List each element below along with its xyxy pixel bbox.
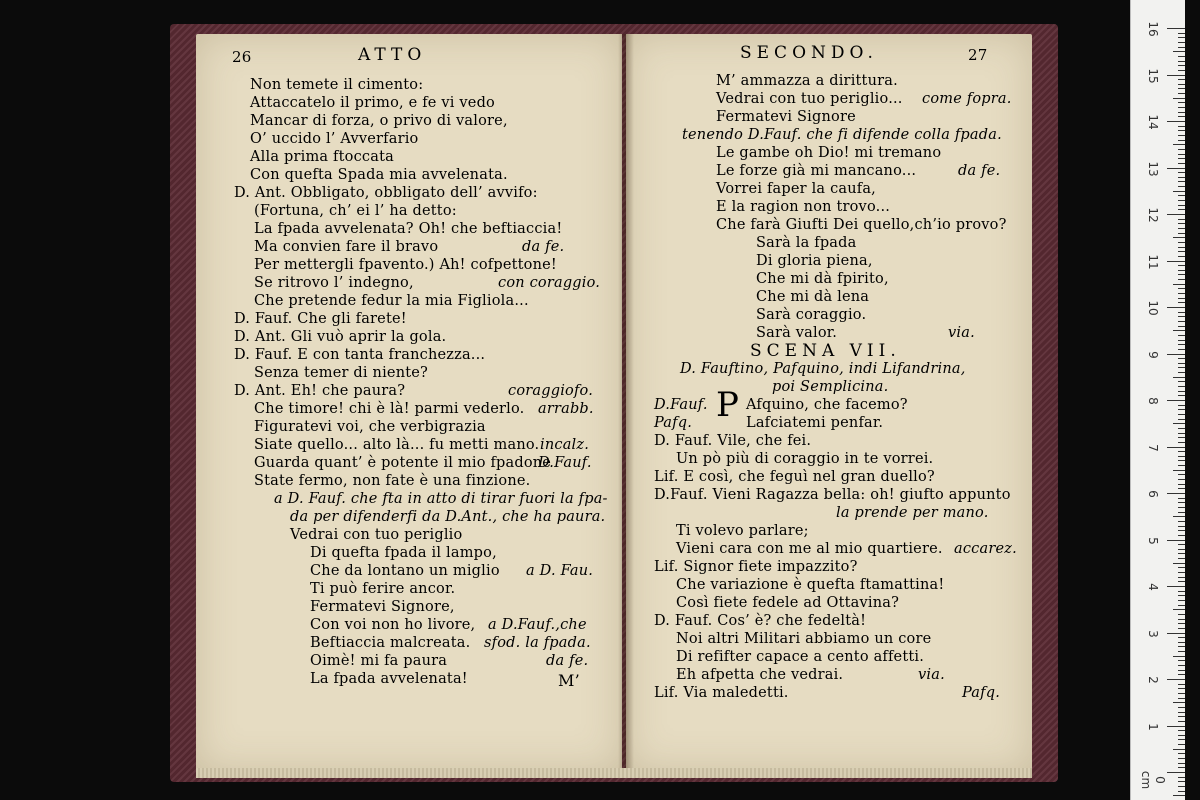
ruler-tick [1178,349,1185,350]
right-page-text-line: SCENA VII. [750,341,901,361]
left-running-head: ATTO [358,45,427,65]
ruler-tick [1167,493,1185,494]
ruler-tick [1178,451,1185,452]
ruler-number: 4 [1146,583,1160,591]
ruler-tick [1178,135,1185,136]
ruler-tick [1178,735,1185,736]
ruler-tick [1167,214,1185,215]
right-page-text-line: Lif. E così, che feguì nel gran duello? [654,469,935,485]
ruler-tick [1178,581,1185,582]
ruler-tick [1178,158,1185,159]
right-page-text-line: Sarà coraggio. [756,307,867,323]
ruler-tick [1178,488,1185,489]
left-page-text-line: arrabb. [538,401,594,417]
ruler-tick [1167,168,1185,169]
right-page-text-line: Che farà Giufti Dei quello,ch’io provo? [716,217,1007,233]
ruler-tick [1167,354,1185,355]
left-page-number: 26 [232,48,252,66]
ruler-number: 16 [1146,21,1160,37]
right-page-text-line: Eh afpetta che vedrai. [676,667,844,683]
ruler-tick [1178,195,1185,196]
ruler-tick [1178,460,1185,461]
ruler-tick [1178,623,1185,624]
ruler-tick [1178,405,1185,406]
ruler-number: 3 [1146,629,1160,638]
right-page-text-line: D.Fauf. Vieni Ragazza bella: oh! giufto appunto [654,487,1011,503]
right-page-text-line: D. Fauf. Vile, che fei. [654,433,812,449]
ruler-tick [1167,307,1185,308]
ruler-tick [1178,79,1185,80]
left-page-text-line: Figuratevi voi, che verbigrazia [254,419,486,435]
ruler-tick [1178,651,1185,652]
ruler-tick [1178,340,1185,341]
right-page-text-line: Lif. Via maledetti. [654,685,789,701]
ruler-number: 6 [1146,490,1160,498]
ruler-tick [1178,335,1185,336]
drop-cap: P [716,385,739,425]
right-page-text-line: Fermatevi Signore [716,109,856,125]
ruler-tick [1178,65,1185,66]
ruler-tick [1173,702,1185,703]
right-page-text-line: Un pò più di coraggio in te vorrei. [676,451,934,467]
ruler-tick [1178,521,1185,522]
ruler-tick [1178,502,1185,503]
ruler-tick [1178,637,1185,638]
right-page-text-line: D.Fauf. [654,397,708,413]
ruler-number: 13 [1146,160,1160,177]
ruler-tick [1178,786,1185,787]
ruler-tick [1178,381,1185,382]
ruler-tick [1178,758,1185,759]
ruler-tick [1178,126,1185,127]
ruler-tick [1173,191,1185,192]
ruler-number: 9 [1146,350,1160,359]
ruler-tick [1178,367,1185,368]
ruler-number: 12 [1146,207,1160,223]
ruler-tick [1178,358,1185,359]
ruler-tick [1173,563,1185,564]
left-page-text-line: Per mettergli fpavento.) Ah! cofpettone! [254,257,557,273]
ruler-tick [1178,288,1185,289]
ruler-tick [1178,102,1185,103]
left-page-text-line: Ma convien fare il bravo [254,239,439,255]
left-page-text-line: Non temete il cimento: [250,77,424,93]
ruler-tick [1167,586,1185,587]
right-page-text-line: D. Fauftino, Pafquino, indi Lifandrina, [680,361,966,377]
left-page-text-line: da fe. [522,239,565,255]
ruler-tick [1178,233,1185,234]
ruler-tick [1173,51,1185,52]
ruler-tick [1178,614,1185,615]
left-page-text-line: Che da lontano un miglio [310,563,500,579]
left-page-text-line: D. Ant. Gli vuò aprir la gola. [234,329,447,345]
ruler-tick [1178,660,1185,661]
ruler-tick [1178,530,1185,531]
left-page-text-line: Alla prima ftoccata [250,149,394,165]
right-page-text-line: Che mi dà lena [756,289,870,305]
ruler-tick [1178,386,1185,387]
left-page-text-line: D. Fauf. E con tanta franchezza... [234,347,486,363]
left-page-text-line: Che pretende fedur la mia Figliola... [254,293,529,309]
ruler-tick [1178,474,1185,475]
ruler-number: 0 cm [1139,770,1167,790]
ruler-tick [1178,605,1185,606]
left-page-text-line: a D. Fau. [526,563,594,579]
ruler-number: 8 [1146,397,1160,405]
ruler-tick [1178,781,1185,782]
right-running-head: SECONDO. [740,43,878,63]
ruler-tick [1178,116,1185,117]
ruler-tick [1178,112,1185,113]
ruler-tick [1178,61,1185,62]
ruler-tick [1178,316,1185,317]
ruler-tick [1178,437,1185,438]
ruler-tick [1178,130,1185,131]
ruler-tick [1178,149,1185,150]
right-page-text-line: M’ ammazza a dirittura. [716,73,898,89]
ruler-tick [1178,777,1185,778]
left-page-text-line: a D.Fauf.,che [488,617,587,633]
right-page-text-line: Così fiete fedele ad Ottavina? [676,595,900,611]
left-page-text-line: Che timore! chi è là! parmi vederlo. [254,401,525,417]
book-gutter [618,34,634,772]
ruler-tick [1178,37,1185,38]
ruler-number: 10 [1146,300,1160,316]
ruler-tick [1178,154,1185,155]
ruler-tick [1178,600,1185,601]
ruler-tick [1178,507,1185,508]
ruler-tick [1173,749,1185,750]
right-page-text-line: via. [918,667,945,683]
ruler-number: 14 [1146,114,1160,130]
ruler-tick [1178,484,1185,485]
right-page-text-line: Lif. Signor fiete impazzito? [654,559,858,575]
ruler-tick [1178,698,1185,699]
left-page-text-line: con coraggio. [498,275,601,291]
ruler-tick [1167,679,1185,680]
ruler-tick [1178,344,1185,345]
ruler-tick [1173,423,1185,424]
ruler-tick [1178,688,1185,689]
left-page-text-line: D.Fauf. [538,455,592,471]
ruler-tick [1178,665,1185,666]
right-page-text-line: Vorrei faper la caufa, [716,181,876,197]
ruler-tick [1167,540,1185,541]
right-page-text-line: Vedrai con tuo periglio... [716,91,903,107]
ruler-tick [1178,479,1185,480]
ruler-tick [1178,256,1185,257]
ruler-tick [1178,674,1185,675]
ruler-tick [1178,433,1185,434]
ruler-tick [1173,237,1185,238]
right-page-text-line: tenendo D.Fauf. che fi difende colla fpada. [682,127,1002,143]
ruler-tick [1167,447,1185,448]
ruler-tick [1178,591,1185,592]
right-page-text-line: Pafq. [654,415,693,431]
ruler-tick [1178,428,1185,429]
left-page-text-line: D. Ant. Eh! che paura? [234,383,406,399]
ruler-tick [1178,753,1185,754]
left-page-text-line: Siate quello... alto là... fu metti mano. [254,437,540,453]
right-page-text-line: accarez. [954,541,1017,557]
ruler-tick [1167,772,1185,773]
ruler-tick [1178,223,1185,224]
ruler-tick [1178,140,1185,141]
right-page-text-line: da fe. [958,163,1001,179]
right-page-text-line: la prende per mano. [836,505,989,521]
page-edges [196,768,1032,778]
left-page-text-line: D. Fauf. Che gli farete! [234,311,407,327]
ruler-tick [1178,712,1185,713]
ruler-tick [1178,228,1185,229]
right-page-text-line: Afquino, che facemo? [746,397,908,413]
ruler-tick [1178,93,1185,94]
left-page-text-line: sfod. la fpada. [484,635,591,651]
ruler-tick [1173,330,1185,331]
ruler-tick [1178,298,1185,299]
catchword: M’ [558,671,580,690]
ruler-tick [1178,200,1185,201]
ruler-tick [1178,730,1185,731]
ruler-tick [1167,633,1185,634]
ruler-tick [1178,209,1185,210]
left-page-text-line: incalz. [540,437,590,453]
ruler-tick [1178,535,1185,536]
left-page-text-line: (Fortuna, ch’ ei l’ ha detto: [254,203,457,219]
ruler-tick [1178,47,1185,48]
ruler-tick [1178,279,1185,280]
left-page-text-line: Senza temer di niente? [254,365,429,381]
left-page-text-line: Ti può ferire ancor. [310,581,456,597]
ruler-tick [1167,28,1185,29]
ruler-tick [1173,795,1185,796]
ruler-tick [1178,693,1185,694]
ruler-tick [1173,377,1185,378]
ruler-tick [1178,544,1185,545]
right-page-text-line: Pafq. [962,685,1001,701]
ruler-tick [1178,33,1185,34]
ruler-tick [1167,726,1185,727]
ruler-tick [1178,177,1185,178]
ruler-tick [1178,163,1185,164]
ruler-number: 5 [1146,536,1160,545]
right-page-text-line: Che mi dà fpirito, [756,271,889,287]
left-page-text-line: La fpada avvelenata? Oh! che beftiaccia! [254,221,563,237]
left-page-text-line: da per difenderfi da D.Ant., che ha paura. [290,509,606,525]
ruler-tick [1178,512,1185,513]
left-page-text-line: da fe. [546,653,589,669]
ruler-tick [1178,302,1185,303]
ruler-tick [1178,326,1185,327]
ruler-tick [1178,205,1185,206]
ruler-tick [1178,595,1185,596]
right-page-text-line: Di refifter capace a cento affetti. [676,649,925,665]
right-page-text-line: Le gambe oh Dio! mi tremano [716,145,942,161]
right-page-text-line: poi Semplicina. [772,379,889,395]
ruler-tick [1167,121,1185,122]
left-page-text-line: Attaccatelo il primo, e fe vi vedo [250,95,495,111]
right-page-text-line: via. [948,325,975,341]
left-page-text-line: Fermatevi Signore, [310,599,455,615]
right-page-text-line: Vieni cara con me al mio quartiere. [676,541,943,557]
left-page-text-line: State fermo, non fate è una finzione. [254,473,531,489]
ruler-tick [1178,88,1185,89]
left-page-text-line: Beftiaccia malcreata. [310,635,471,651]
ruler-tick [1178,270,1185,271]
ruler-tick [1178,572,1185,573]
left-page-text-line: Con voi non ho livore, [310,617,476,633]
ruler-tick [1178,391,1185,392]
ruler-tick [1178,456,1185,457]
ruler-tick [1178,56,1185,57]
ruler-number: 1 [1146,722,1160,731]
ruler-tick [1178,642,1185,643]
left-page-text-line: Guarda quant’ è potente il mio fpadone [254,455,552,471]
right-page-text-line: D. Fauf. Cos’ è? che fedeltà! [654,613,867,629]
ruler-tick [1178,791,1185,792]
ruler-number: 11 [1146,253,1160,270]
right-page-text-line: Di gloria piena, [756,253,873,269]
ruler-tick [1178,646,1185,647]
ruler-tick [1178,312,1185,313]
left-page-text-line: La fpada avvelenata! [310,671,468,687]
ruler-tick [1167,261,1185,262]
ruler-tick [1178,219,1185,220]
ruler-tick [1178,619,1185,620]
ruler-number: 15 [1146,67,1160,84]
left-page-text-line: coraggiofo. [508,383,594,399]
left-page-text-line: a D. Fauf. che fta in atto di tirar fuori la fpa- [274,491,608,507]
right-page-number: 27 [968,46,988,64]
ruler-tick [1178,716,1185,717]
ruler-tick [1178,363,1185,364]
left-page-text-line: Con quefta Spada mia avvelenata. [250,167,508,183]
measuring-ruler [1130,0,1185,800]
left-page-text-line: D. Ant. Obbligato, obbligato dell’ avvifo: [234,185,538,201]
ruler-tick [1178,265,1185,266]
ruler-tick [1173,284,1185,285]
ruler-tick [1178,442,1185,443]
ruler-tick [1178,372,1185,373]
ruler-number: 7 [1146,443,1160,452]
ruler-tick [1178,172,1185,173]
ruler-tick [1178,251,1185,252]
right-page-text-line: come fopra. [922,91,1012,107]
ruler-tick [1178,558,1185,559]
ruler-tick [1178,409,1185,410]
ruler-tick [1173,656,1185,657]
ruler-tick [1178,247,1185,248]
ruler-tick [1178,549,1185,550]
right-page-text-line: Lafciatemi penfar. [746,415,884,431]
ruler-tick [1178,274,1185,275]
ruler-tick [1178,707,1185,708]
ruler-tick [1178,553,1185,554]
left-page-text-line: Mancar di forza, o privo di valore, [250,113,508,129]
right-page-text-line: Sarà la fpada [756,235,857,251]
ruler-tick [1178,767,1185,768]
ruler-tick [1178,498,1185,499]
ruler-tick [1178,242,1185,243]
ruler-tick [1167,400,1185,401]
ruler-tick [1178,181,1185,182]
ruler-tick [1178,739,1185,740]
ruler-tick [1178,395,1185,396]
left-page-text-line: Se ritrovo l’ indegno, [254,275,414,291]
right-page-text-line: Che variazione è quefta ftamattina! [676,577,945,593]
ruler-tick [1178,567,1185,568]
ruler-tick [1173,516,1185,517]
right-page-text-line: Le forze già mi mancano... [716,163,917,179]
left-page-text-line: Vedrai con tuo periglio [290,527,463,543]
right-page-text-line: Sarà valor. [756,325,838,341]
ruler-tick [1173,98,1185,99]
ruler-tick [1178,419,1185,420]
ruler-tick [1178,42,1185,43]
ruler-tick [1178,293,1185,294]
ruler-tick [1178,321,1185,322]
ruler-tick [1178,526,1185,527]
ruler-tick [1167,75,1185,76]
ruler-tick [1178,186,1185,187]
left-page-text-line: Di quefta fpada il lampo, [310,545,497,561]
ruler-tick [1178,684,1185,685]
right-page-text-line: Noi altri Militari abbiamo un core [676,631,932,647]
ruler-tick [1178,670,1185,671]
ruler-tick [1178,721,1185,722]
ruler-number: 2 [1146,676,1160,684]
ruler-tick [1178,763,1185,764]
ruler-tick [1173,470,1185,471]
ruler-tick [1178,465,1185,466]
ruler-tick [1178,107,1185,108]
right-page-text-line: Ti volevo parlare; [676,523,809,539]
ruler-tick [1178,70,1185,71]
ruler-tick [1178,577,1185,578]
left-page-text-line: Oimè! mi fa paura [310,653,448,669]
ruler-tick [1173,144,1185,145]
ruler-tick [1178,628,1185,629]
ruler-tick [1173,609,1185,610]
ruler-tick [1178,84,1185,85]
left-page-text-line: O’ uccido l’ Avverfario [250,131,419,147]
ruler-tick [1178,414,1185,415]
ruler-tick [1178,744,1185,745]
right-page-text-line: E la ragion non trovo... [716,199,891,215]
